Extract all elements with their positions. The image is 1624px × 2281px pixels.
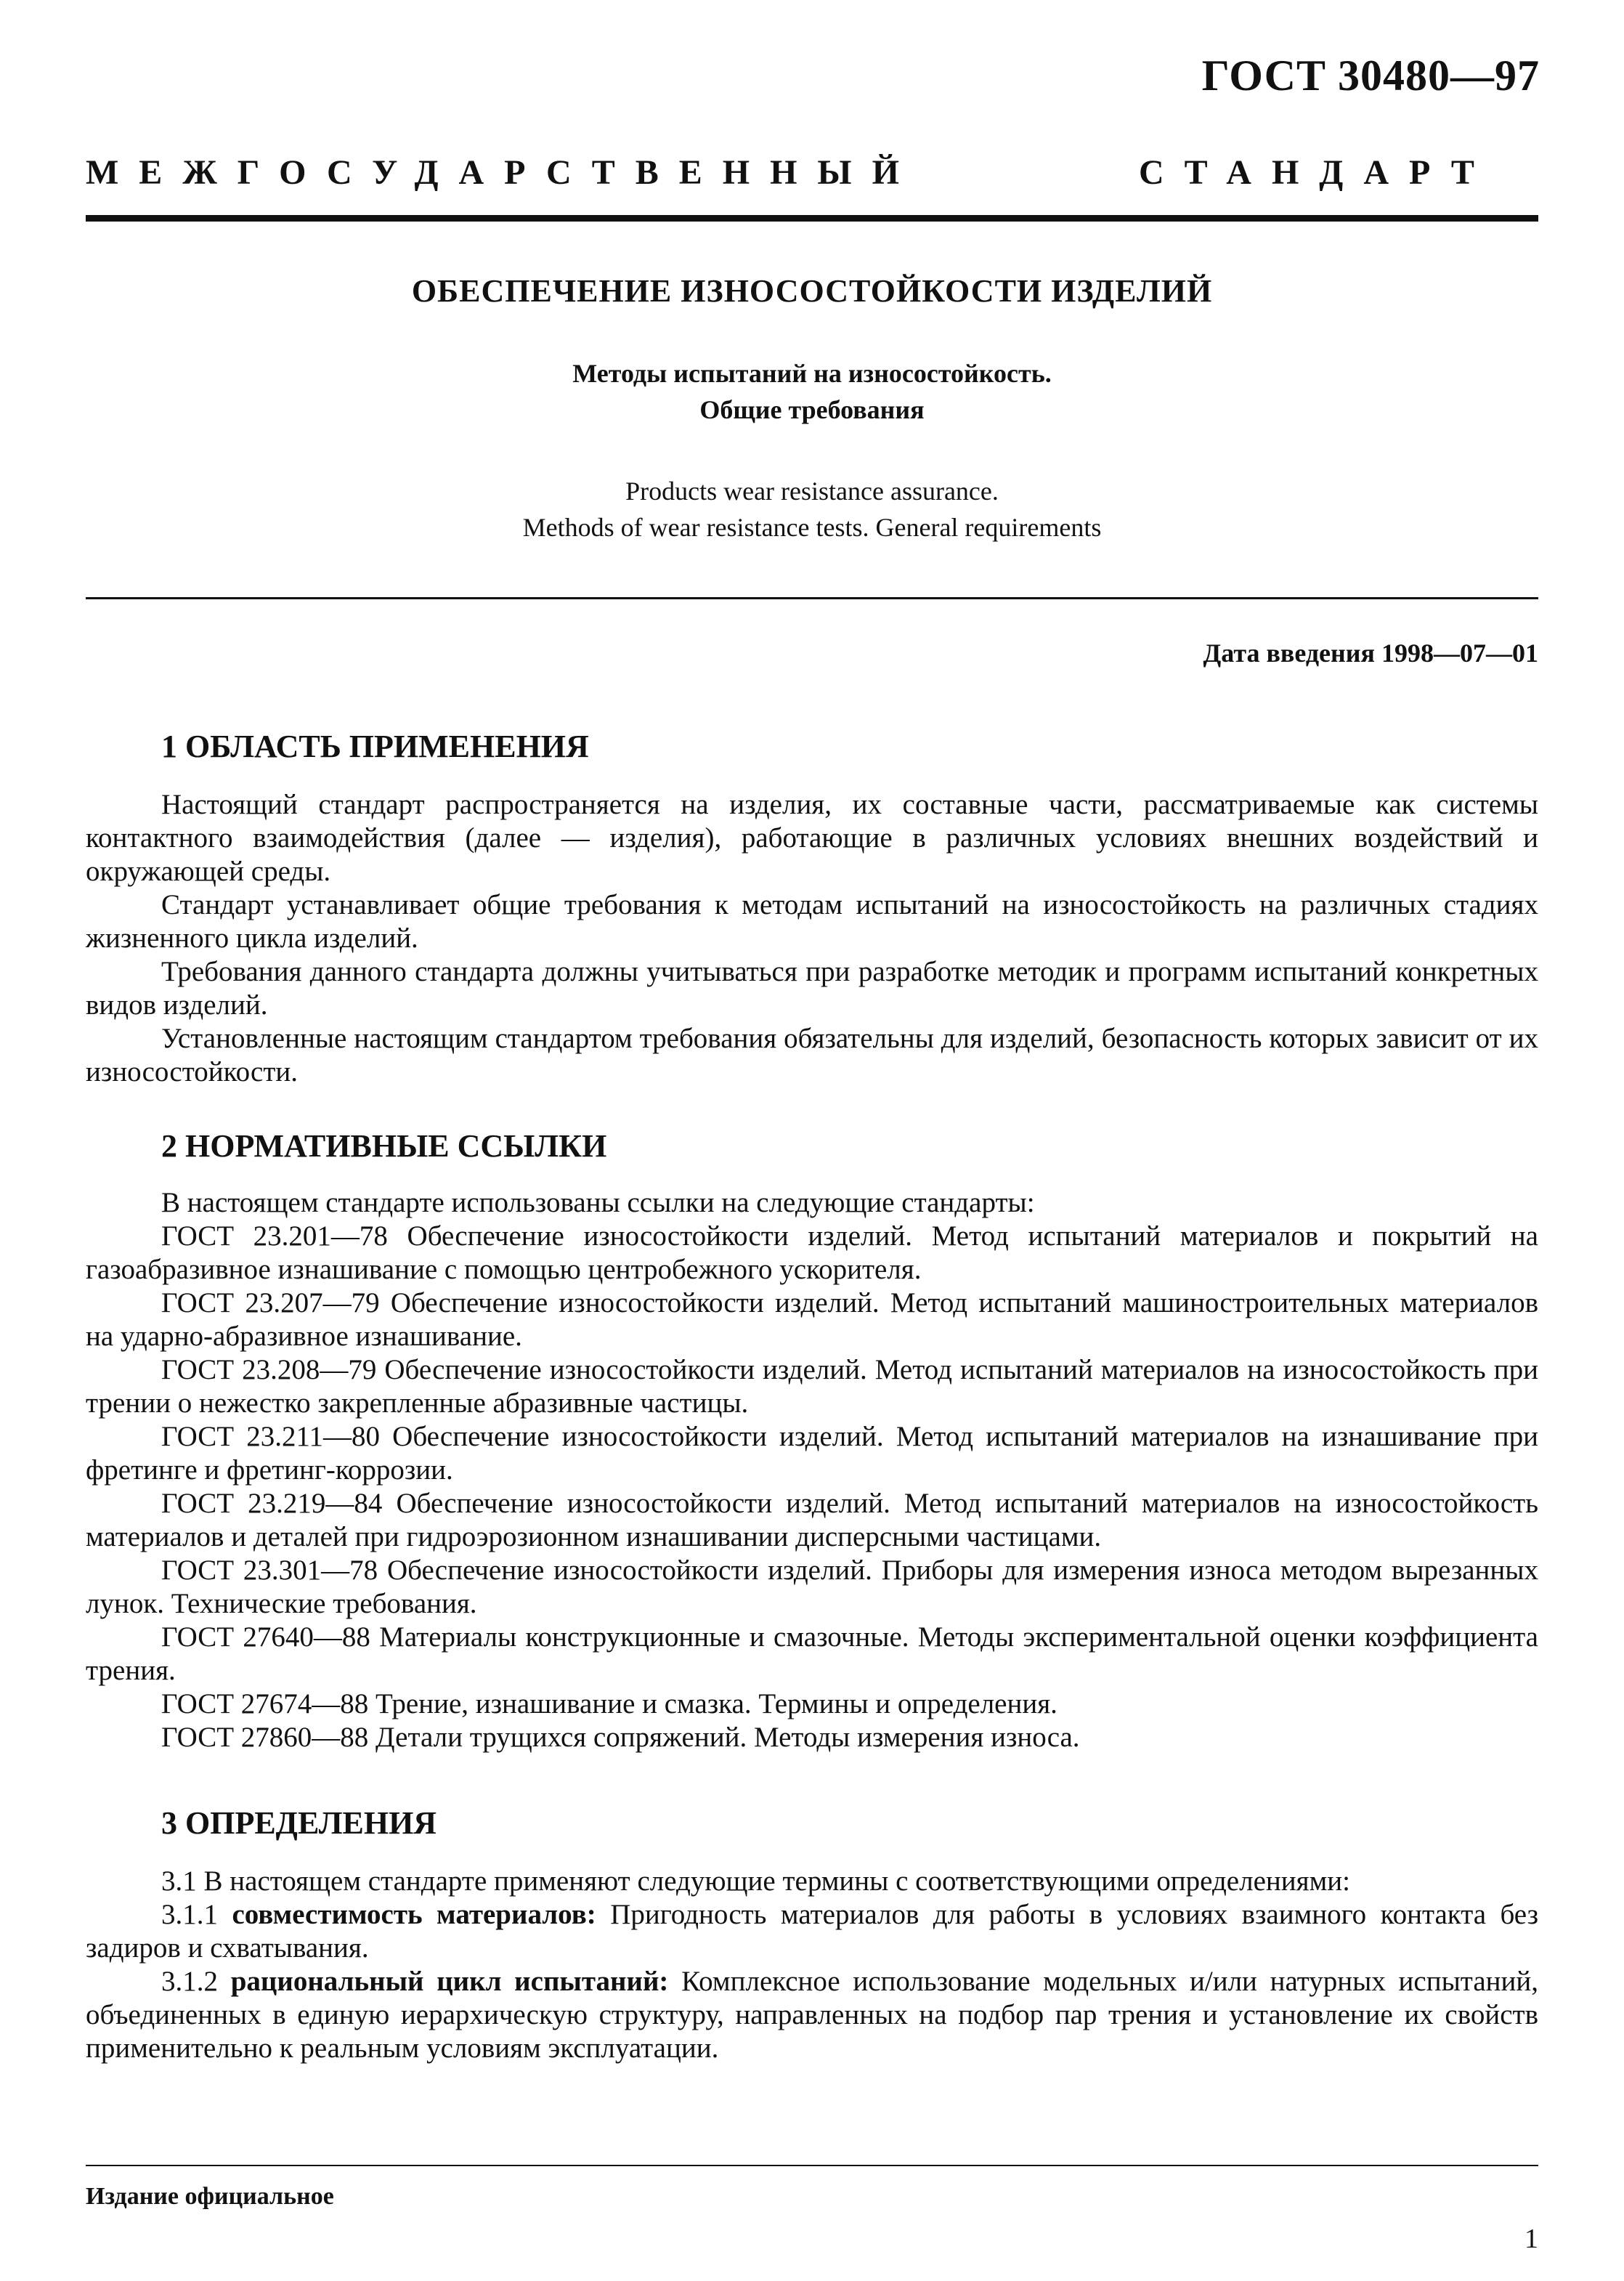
english-title-line1: Products wear resistance assurance. [625,477,999,506]
standard-type-right: СТАНДАРТ [1139,153,1495,192]
introduction-date: Дата введения 1998—07—01 [1203,639,1538,668]
title-rule [86,597,1538,599]
normative-reference: ГОСТ 27860—88 Детали трущихся сопряжений. Методы измерения износа. [161,1722,1080,1753]
section-1-paragraph: Настоящий стандарт распространяется на изделия, их составные части, рассматриваемые как системы контактного взаимодействия (далее — изделия), работающие в различных условиях внешних воздействий и окружающей среды. [86,789,1538,887]
section-3-intro: 3.1 В настоящем стандарте применяют следующие термины с соответствующими определениями: [161,1865,1350,1897]
definition-number: 3.1.2 [161,1966,231,1997]
section-1-paragraph: Установленные настоящим стандартом требования обязательны для изделий, безопасность которых зависит от их износостойкости. [86,1023,1538,1087]
section-2-heading: 2 НОРМАТИВНЫЕ ССЫЛКИ [161,1128,607,1164]
official-edition-label: Издание официальное [86,2183,334,2210]
section-1-heading: 1 ОБЛАСТЬ ПРИМЕНЕНИЯ [161,729,589,764]
normative-reference: ГОСТ 23.219—84 Обеспечение износостойкости изделий. Метод испытаний материалов на износостойкость материалов и деталей при гидроэрозионном изнашивании дисперсными частицами. [86,1488,1538,1552]
section-1-body [86,788,1538,1089]
normative-reference: ГОСТ 23.208—79 Обеспечение износостойкости изделий. Метод испытаний материалов на износостойкость при трении о нежестко закрепленные абразивные частицы. [86,1354,1538,1419]
normative-reference: ГОСТ 27674—88 Трение, изнашивание и смазка. Термины и определения. [161,1688,1057,1719]
definition-term: совместимость материалов: [232,1899,596,1930]
definition-3-1-1 [86,1898,1538,1965]
section-2-intro: В настоящем стандарте использованы ссылки на следующие стандарты: [161,1187,1035,1218]
section-2-body [86,1186,1538,1754]
normative-reference: ГОСТ 23.211—80 Обеспечение износостойкости изделий. Метод испытаний материалов на изнашивание при фретинге и фретинг-коррозии. [86,1421,1538,1486]
standard-number: ГОСТ 30480—97 [1201,52,1540,100]
section-1-paragraph: Стандарт устанавливает общие требования к методам испытаний на износостойкость на различных стадиях жизненного цикла изделий. [86,889,1538,954]
definition-3-1-2 [86,1965,1538,2065]
definition-text: Комплексное использование модельных и/или натурных испытаний, объединенных в единую иерархическую структуру, направленных на подбор пар трения и установление их свойств применительно к реальным условиям эксплуатации. [86,1966,1538,2064]
standard-type-left: МЕЖГОСУДАРСТВЕННЫЙ [86,153,919,192]
section-1-paragraph: Требования данного стандарта должны учитываться при разработке методик и программ испытаний конкретных видов изделий. [86,956,1538,1021]
section-3-body [86,1865,1538,2065]
english-title-line2: Methods of wear resistance tests. General requirements [522,513,1102,542]
normative-reference: ГОСТ 27640—88 Материалы конструкционные и смазочные. Методы экспериментальной оценки коэффициента трения. [86,1621,1538,1686]
document-title: ОБЕСПЕЧЕНИЕ ИЗНОСОСТОЙКОСТИ ИЗДЕЛИЙ [411,273,1213,309]
definition-number: 3.1.1 [161,1899,232,1930]
normative-reference: ГОСТ 23.201—78 Обеспечение износостойкости изделий. Метод испытаний материалов и покрытий на газоабразивное изнашивание с помощью центробежного ускорителя. [86,1220,1538,1285]
normative-reference: ГОСТ 23.207—79 Обеспечение износостойкости изделий. Метод испытаний машиностроительных материалов на ударно-абразивное изнашивание. [86,1287,1538,1352]
footer-rule [86,2165,1538,2166]
header-rule [86,215,1538,222]
document-subtitle-line1: Методы испытаний на износостойкость. [572,359,1052,388]
page-number: 1 [1524,2224,1538,2254]
definition-text: Пригодность материалов для работы в условиях взаимного контакта без задиров и схватывания. [86,1899,1538,1964]
section-3-heading: 3 ОПРЕДЕЛЕНИЯ [161,1805,437,1841]
normative-reference: ГОСТ 23.301—78 Обеспечение износостойкости изделий. Приборы для измерения износа методом вырезанных лунок. Технические требования. [86,1555,1538,1619]
definition-term: рациональный цикл испытаний: [230,1966,669,1997]
document-subtitle-line2: Общие требования [699,395,925,424]
